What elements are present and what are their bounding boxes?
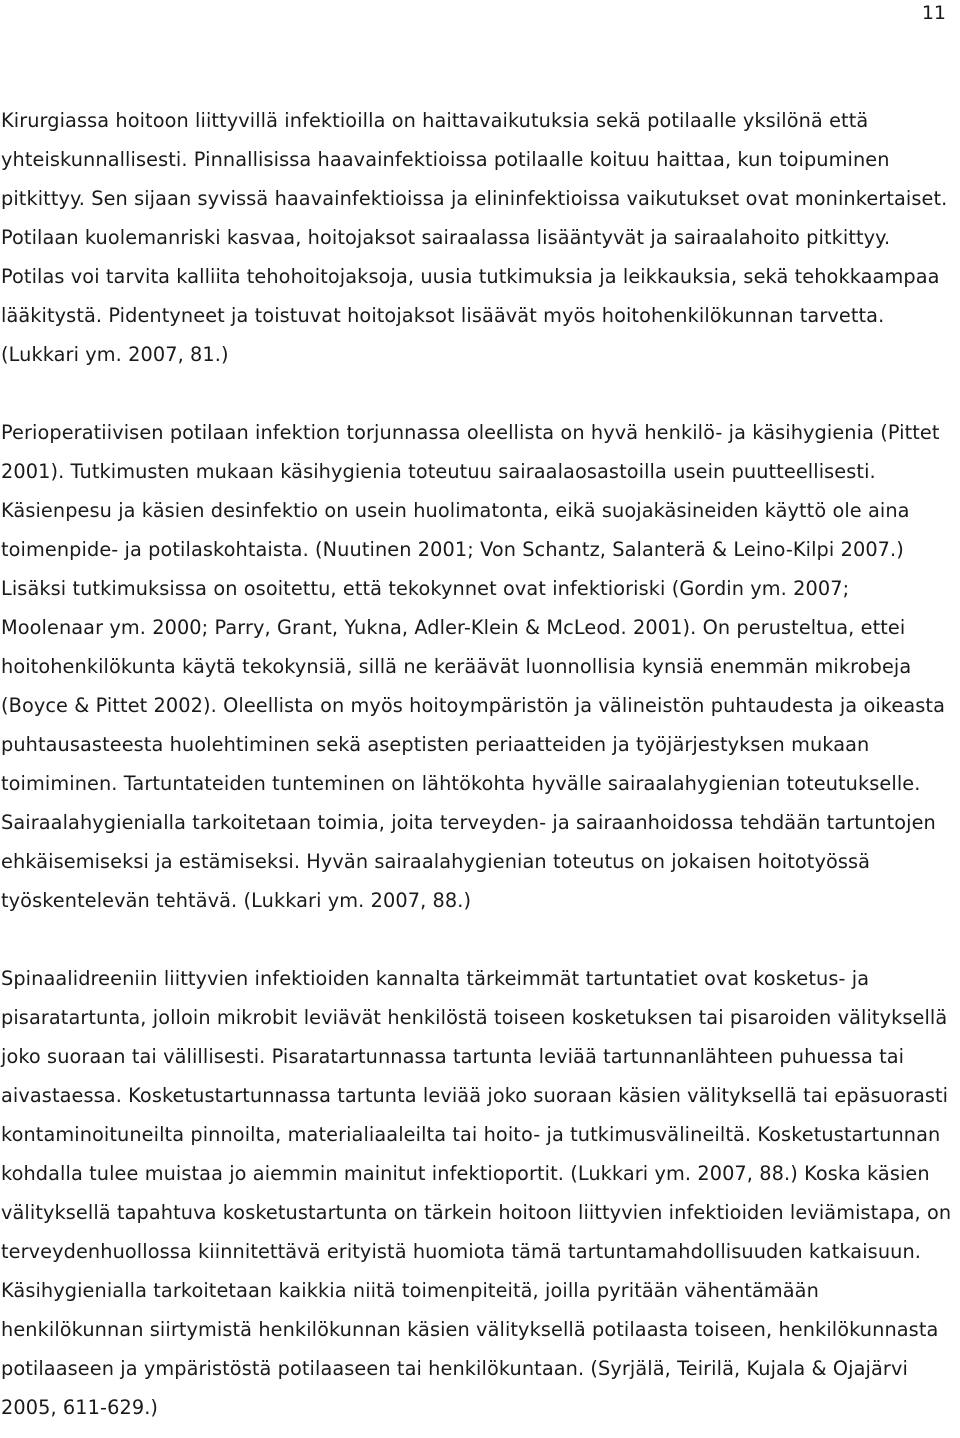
document-body [1, 101, 957, 1427]
paragraph-hand-hygiene: Perioperatiivisen potilaan infektion torjunnassa oleellista on hyvä henkilö- ja käsihygienia (Pittet 2001). Tutkimusten mukaan käsihygienia toteutuu sairaalaosastoilla usein puutteellisesti. Käsienpesu ja käsien desinfektio on usein huolimatonta, eikä suojakäsineiden käyttö ole aina toimenpide- ja potilaskohtaista. (Nuutinen 2001; Von Schantz, Salanterä & Leino-Kilpi 2007.) Lisäksi tutkimuksissa on osoitettu, että tekokynnet ovat infektioriski (Gordin ym. 2007; Moolenaar ym. 2000; Parry, Grant, Yukna, Adler-Klein & McLeod. 2001). On perusteltua, ettei hoitohenkilökunta käytä tekokynsiä, sillä ne keräävät luonnollisia kynsiä enemmän mikrobeja (Boyce & Pittet 2002). Oleellista on myös hoitoympäristön ja välineistön puhtaudesta ja oikeasta puhtausasteesta huolehtiminen sekä aseptisten periaatteiden ja työjärjestyksen mukaan toimiminen. Tartuntateiden tunteminen on lähtökohta hyvälle sairaalahygienian toteutukselle. Sairaalahygienialla tarkoitetaan toimia, joita terveyden- ja sairaanhoidossa tehdään tartuntojen ehkäisemiseksi ja estämiseksi. Hyvän sairaalahygienian toteutus on jokaisen hoitotyössä työskentelevän tehtävä. (Lukkari ym. 2007, 88.) [1, 421, 945, 912]
paragraph-infection-consequences: Kirurgiassa hoitoon liittyvillä infektioilla on haittavaikutuksia sekä potilaalle yksilönä että yhteiskunnallisesti. Pinnallisissa haavainfektioissa potilaalle koituu haittaa, kun toipuminen pitkittyy. Sen sijaan syvissä haavainfektioissa ja elininfektioissa vaikutukset ovat moninkertaiset. Potilaan kuolemanriski kasvaa, hoitojaksot sairaalassa lisääntyvät ja sairaalahoito pitkittyy. Potilas voi tarvita kalliita tehohoitojaksoja, uusia tutkimuksia ja leikkauksia, sekä tehokkaampaa lääkitystä. Pidentyneet ja toistuvat hoitojaksot lisäävät myös hoitohenkilökunnan tarvetta. (Lukkari ym. 2007, 81.) [1, 109, 948, 366]
page-number: 11 [921, 2, 946, 24]
paragraph-transmission-routes: Spinaalidreeniin liittyvien infektioiden kannalta tärkeimmät tartuntatiet ovat kosketus- ja pisaratartunta, jolloin mikrobit leviävät henkilöstä toiseen kosketuksen tai pisaroiden välityksellä joko suoraan tai välillisesti. Pisaratartunnassa tartunta leviää tartunnanlähteen puhuessa tai aivastaessa. Kosketustartunnassa tartunta leviää joko suoraan käsien välityksellä tai epäsuorasti kontaminoituneilta pinnoilta, materialiaaleilta tai hoito- ja tutkimusvälineiltä. Kosketustartunnan kohdalla tulee muistaa jo aiemmin mainitut infektioportit. (Lukkari ym. 2007, 88.) Koska käsien välityksellä tapahtuva kosketustartunta on tärkein hoitoon liittyvien infektioiden leviämistapa, on terveydenhuollossa kiinnitettävä erityistä huomiota tämä tartuntamahdollisuuden katkaisuun. Käsihygienialla tarkoitetaan kaikkia niitä toimenpiteitä, joilla pyritään vähentämään henkilökunnan siirtymistä henkilökunnan käsien välityksellä potilaasta toiseen, henkilökunnasta potilaaseen ja ympäristöstä potilaaseen tai henkilökuntaan. (Syrjälä, Teirilä, Kujala & Ojajärvi 2005, 611-629.) [1, 967, 952, 1419]
